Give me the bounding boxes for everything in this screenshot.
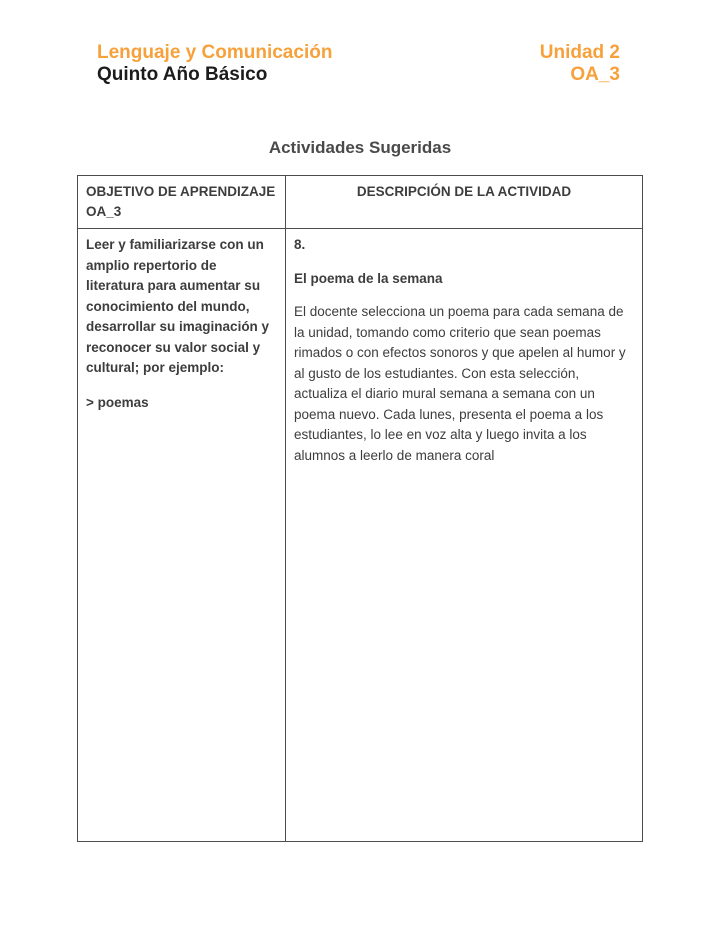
header-right-block xyxy=(540,42,620,86)
subject-title: Lenguaje y Comunicación xyxy=(97,42,333,63)
objective-cell xyxy=(78,229,286,842)
objective-text: Leer y familiarizarse con un amplio repertorio de literatura para aumentar su conocimiento del mundo, desarrollar su imaginación y reconocer su valor social y cultural; por ejemplo: xyxy=(86,237,270,375)
unit-label: Unidad 2 xyxy=(539,42,620,63)
grade-title: Quinto Año Básico xyxy=(97,64,268,85)
table-header xyxy=(78,176,643,229)
objective-bullet: > poemas xyxy=(86,394,149,410)
activity-description: El docente selecciona un poema para cada semana de la unidad, tomando como criterio que sean poemas rimados o con efectos sonoros y que apelen al humor y al gusto de los estudiantes. Con esta selección, actualiza el diario mural semana a semana con un poema nuevo. Cada lunes, presenta el poema a los estudiantes, lo lee en voz alta y luego invita a los alumnos a leerlo de manera coral xyxy=(294,304,626,463)
oa-label: OA_3 xyxy=(570,64,620,85)
document-header xyxy=(0,0,720,86)
activity-number: 8. xyxy=(294,237,306,252)
description-cell xyxy=(286,229,643,842)
header-left-block xyxy=(97,42,332,86)
activity-title: El poema de la semana xyxy=(294,270,443,286)
table-header-row xyxy=(78,176,643,229)
table-row xyxy=(78,229,643,842)
page-title: Actividades Sugeridas xyxy=(268,138,452,157)
column-header-objective: OBJETIVO DE APRENDIZAJE OA_3 xyxy=(78,176,286,229)
column-header-description: DESCRIPCIÓN DE LA ACTIVIDAD xyxy=(286,176,643,229)
table-body xyxy=(78,229,643,842)
activities-table xyxy=(77,175,643,842)
